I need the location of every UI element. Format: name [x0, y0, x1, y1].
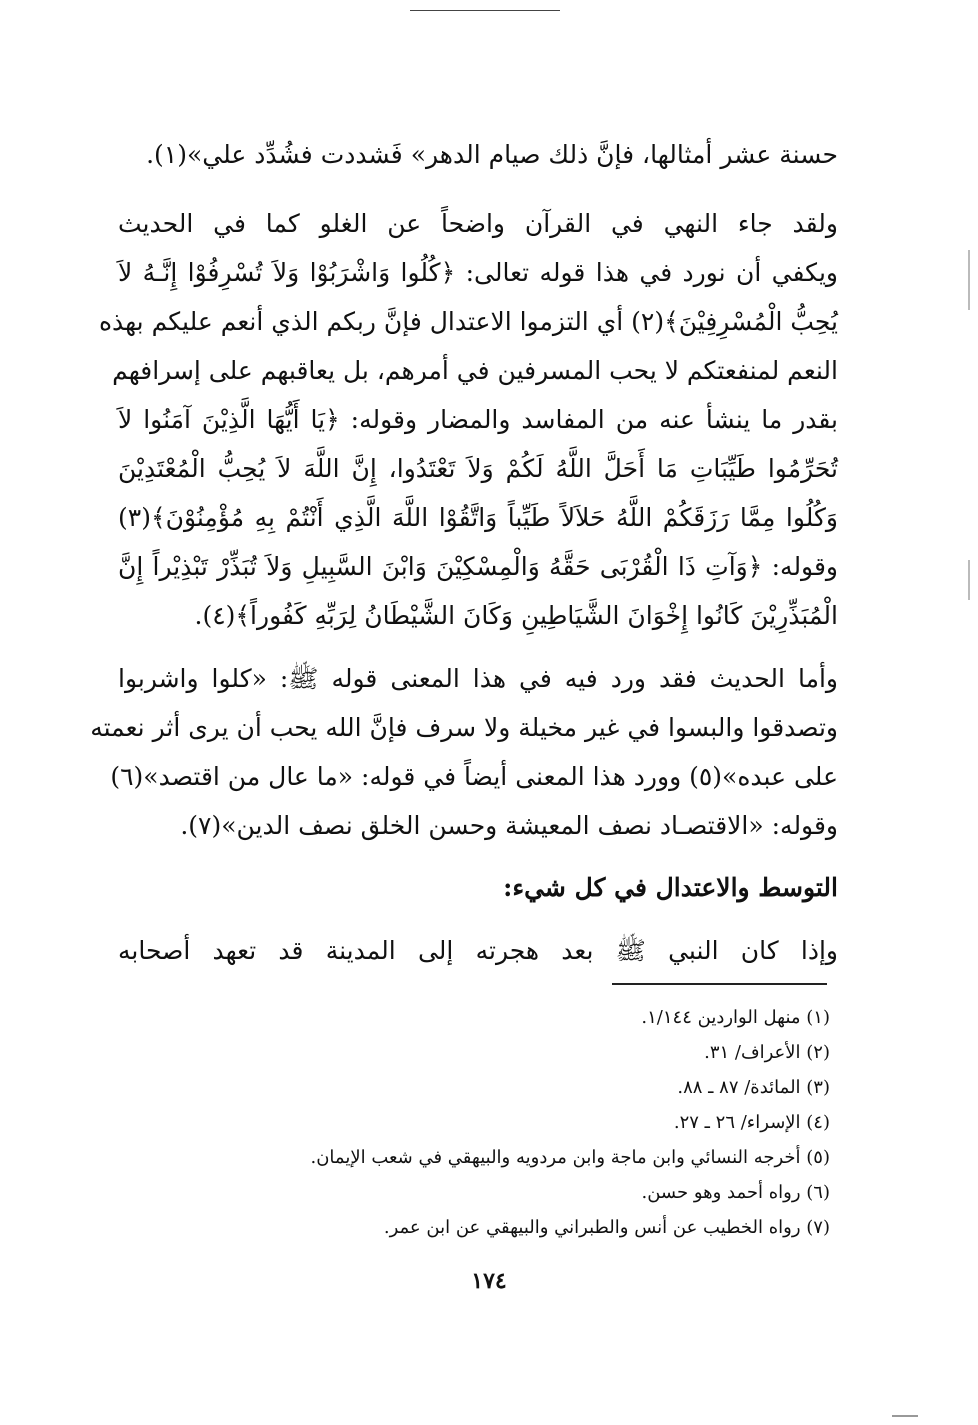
text-line: بقدر ما ينشأ عنه من المفاسد والمضار وقوله: ﴿يَا أَيُّهَا الَّذِيْنَ آمَنُوا لاَ: [118, 405, 838, 434]
scan-margin-mark: [968, 250, 970, 310]
footnote: (٦) رواه أحمد وهو حسن.: [641, 1182, 830, 1203]
paragraph-4: [118, 926, 838, 975]
text-line: يُحِبُّ الْمُسْرِفِيْنَ﴾(٢) أي التزموا الاعتدال فإنَّ ربكم الذي أنعم عليكم بهذه: [98, 307, 838, 336]
text-line: ويكفي أن نورد في هذا قوله تعالى: ﴿كُلُوا وَاشْرَبُوْا وَلاَ تُسْرِفُوْا إِنَّـهُ لاَ: [118, 258, 838, 287]
text-line: على عبده»(٥) وورد هذا المعنى أيضاً في قوله: «ما عال من اقتصد»(٦): [110, 762, 838, 791]
section-heading: التوسط والاعتدال في كل شيء:: [503, 873, 838, 902]
header-rule: [410, 10, 560, 11]
text-line: النعم لمنفعتكم لا يحب المسرفين في أمرهم، بل يعاقبهم على إسرافهم: [112, 356, 838, 385]
page-body: [90, 130, 838, 989]
footnote: (١) منهل الواردين ١/١٤٤.: [641, 1007, 830, 1028]
page-number: ١٧٤: [471, 1268, 507, 1294]
text-line: وإذا كان النبي ﷺ بعد هجرته إلى المدينة قد تعهد أصحابه: [118, 936, 838, 965]
text-line: تُحَرِّمُوا طَيِّبَاتِ مَا أَحَلَّ اللَّهُ لَكُمْ وَلاَ تَعْتَدُوا، إِنَّ اللَّهَ لاَ يُحِبُّ الْمُعْتَدِيْنَ: [118, 454, 838, 483]
scan-margin-mark: [968, 560, 970, 600]
paragraph-3: [90, 654, 838, 850]
text-line: وأما الحديث فقد ورد فيه في هذا المعنى قوله ﷺ: «كلوا واشربوا: [118, 664, 838, 693]
text-line: وقوله: «الاقتصـاد نصف المعيشة وحسن الخلق نصف الدين»(٧).: [180, 811, 838, 840]
paragraph-2: [98, 199, 838, 640]
footnote: (٥) أخرجه النسائي وابن ماجة وابن مردويه والبيهقي في شعب الإيمان.: [310, 1147, 830, 1168]
scan-bottom-mark: [892, 1415, 918, 1417]
text-line: حسنة عشر أمثالها، فإنَّ ذلك صيام الدهر» فَشددت فشُدِّد علي»(١).: [146, 140, 838, 169]
footnote: (٧) رواه الخطيب عن أنس والطبراني والبيهقي عن ابن عمر.: [383, 1217, 830, 1238]
text-line: وقوله: ﴿وَآتِ ذَا الْقُرْبَى حَقَّهُ وَالْمِسْكِيْنَ وَابْنَ السَّبِيلِ وَلاَ تُبَذِّرْ تَبْذِيْراً إِنَّ: [118, 552, 838, 581]
text-line: ولقد جاء النهي في القرآن واضحاً عن الغلو كما في الحديث: [118, 209, 838, 238]
text-line: وتصدقوا والبسوا في غير مخيلة ولا سرف فإنَّ الله يحب أن يرى أثر نعمته: [90, 713, 838, 742]
paragraph-1: [118, 130, 838, 179]
footnote: (٢) الأعراف/ ٣١.: [704, 1042, 830, 1063]
footnote-separator: [612, 983, 827, 985]
text-line: وَكُلُوا مِمَّا رَزَقَكُمْ اللَّهُ حَلاَلاً طَيِّباً وَاتَّقُوْا اللَّهَ الَّذِي أَنْتُمْ بِهِ مُؤْمِنُوْنَ﴾(٣): [118, 503, 838, 532]
footnotes: [118, 1000, 830, 1245]
footnote: (٣) المائدة/ ٨٧ ـ ٨٨.: [677, 1077, 830, 1098]
text-line: الْمُبَذِّرِيْنَ كَانُوا إِخْوَانَ الشَّيَاطِينِ وَكَانَ الشَّيْطَانُ لِرَبِّهِ كَفُوراً﴾(٤).: [194, 601, 838, 630]
footnote: (٤) الإسراء/ ٢٦ ـ ٢٧.: [673, 1112, 830, 1133]
